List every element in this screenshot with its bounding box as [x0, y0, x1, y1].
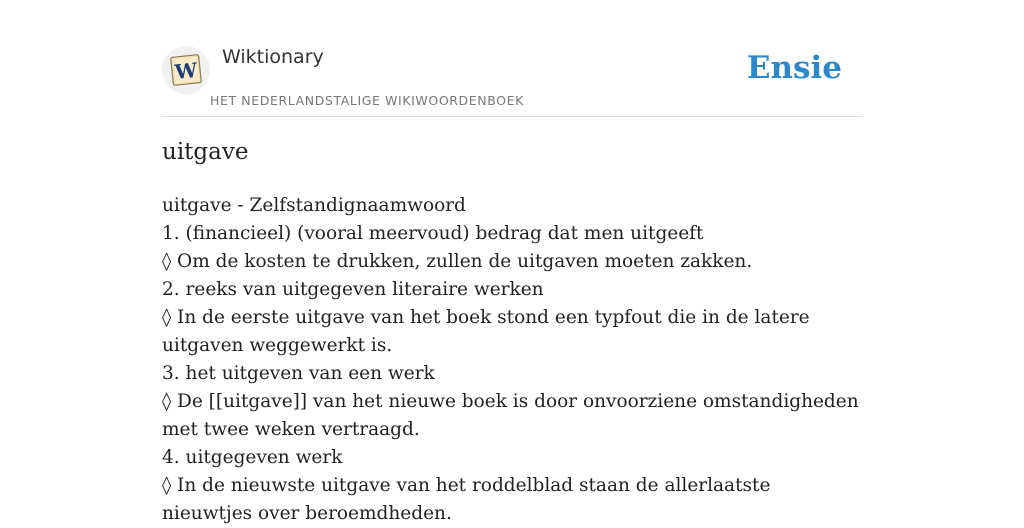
wiktionary-logo-icon [169, 53, 203, 87]
definition-2: 2. reeks van uitgegeven literaire werken [162, 279, 544, 300]
wiktionary-logo[interactable] [162, 46, 210, 94]
site-tagline: HET NEDERLANDSTALIGE WIKIWOORDENBOEK [210, 93, 524, 108]
example-3: ◊ De [[uitgave]] van het nieuwe boek is door onvoorziene omstandigheden met twee weken vertraagd. [162, 391, 859, 440]
example-4: ◊ In de nieuwste uitgave van het roddelblad staan de allerlaatste nieuwtjes over beroemdheden. [162, 475, 771, 524]
definition-1: 1. (financieel) (vooral meervoud) bedrag dat men uitgeeft [162, 223, 704, 244]
site-name[interactable]: Wiktionary [222, 46, 324, 68]
ensie-brand-link[interactable]: Ensie [746, 50, 842, 86]
example-1: ◊ Om de kosten te drukken, zullen de uitgaven moeten zakken. [162, 251, 753, 272]
entry-heading: uitgave - Zelfstandignaamwoord [162, 195, 466, 216]
page [162, 0, 862, 524]
definition-4: 4. uitgegeven werk [162, 447, 343, 468]
definition-content [162, 192, 862, 528]
example-2: ◊ In de eerste uitgave van het boek stond een typfout die in de latere uitgaven weggewerkt is. [162, 307, 810, 356]
logo-letter: W [173, 57, 199, 85]
page-title: uitgave [162, 139, 249, 165]
definition-3: 3. het uitgeven van een werk [162, 363, 435, 384]
header [162, 0, 862, 117]
